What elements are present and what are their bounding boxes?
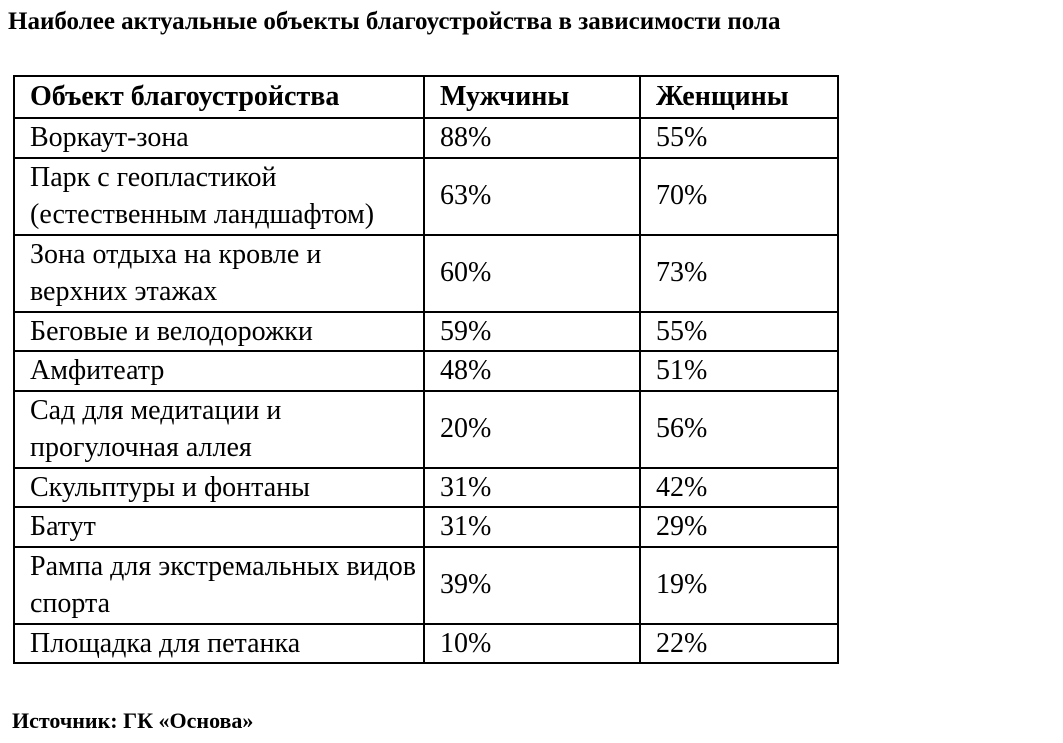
header-object: Объект благоустройства — [14, 76, 424, 118]
table-row — [14, 118, 838, 158]
cell-men: 20% — [424, 391, 640, 468]
table-row — [14, 235, 838, 312]
cell-women: 55% — [640, 312, 838, 352]
table-row — [14, 312, 838, 352]
table-row — [14, 351, 838, 391]
cell-object: Скульптуры и фонтаны — [14, 468, 424, 508]
table-row — [14, 158, 838, 235]
cell-women: 51% — [640, 351, 838, 391]
cell-object: Сад для медитации и прогулочная аллея — [14, 391, 424, 468]
cell-men: 59% — [424, 312, 640, 352]
cell-women: 70% — [640, 158, 838, 235]
header-women: Женщины — [640, 76, 838, 118]
cell-object: Батут — [14, 507, 424, 547]
source-note: Источник: ГК «Основа» — [12, 708, 254, 733]
table-row — [14, 391, 838, 468]
cell-women: 22% — [640, 624, 838, 664]
table-row — [14, 468, 838, 508]
cell-men: 10% — [424, 624, 640, 664]
cell-object: Зона отдыха на кровле и верхних этажах — [14, 235, 424, 312]
cell-women: 73% — [640, 235, 838, 312]
cell-men: 31% — [424, 468, 640, 508]
cell-object: Парк с геопластикой (естественным ландшафтом) — [14, 158, 424, 235]
cell-object: Амфитеатр — [14, 351, 424, 391]
cell-women: 56% — [640, 391, 838, 468]
table-header-row — [14, 76, 838, 118]
cell-men: 48% — [424, 351, 640, 391]
cell-women: 42% — [640, 468, 838, 508]
header-men: Мужчины — [424, 76, 640, 118]
cell-women: 19% — [640, 547, 838, 624]
table-row — [14, 547, 838, 624]
cell-women: 29% — [640, 507, 838, 547]
cell-men: 63% — [424, 158, 640, 235]
cell-object: Беговые и велодорожки — [14, 312, 424, 352]
cell-object: Рампа для экстремальных видов спорта — [14, 547, 424, 624]
cell-women: 55% — [640, 118, 838, 158]
table-row — [14, 507, 838, 547]
data-table — [13, 75, 839, 664]
cell-men: 88% — [424, 118, 640, 158]
cell-object: Площадка для петанка — [14, 624, 424, 664]
table-row — [14, 624, 838, 664]
cell-men: 60% — [424, 235, 640, 312]
page-title: Наиболее актуальные объекты благоустройства в зависимости пола — [8, 8, 781, 35]
cell-men: 39% — [424, 547, 640, 624]
cell-object: Воркаут-зона — [14, 118, 424, 158]
cell-men: 31% — [424, 507, 640, 547]
